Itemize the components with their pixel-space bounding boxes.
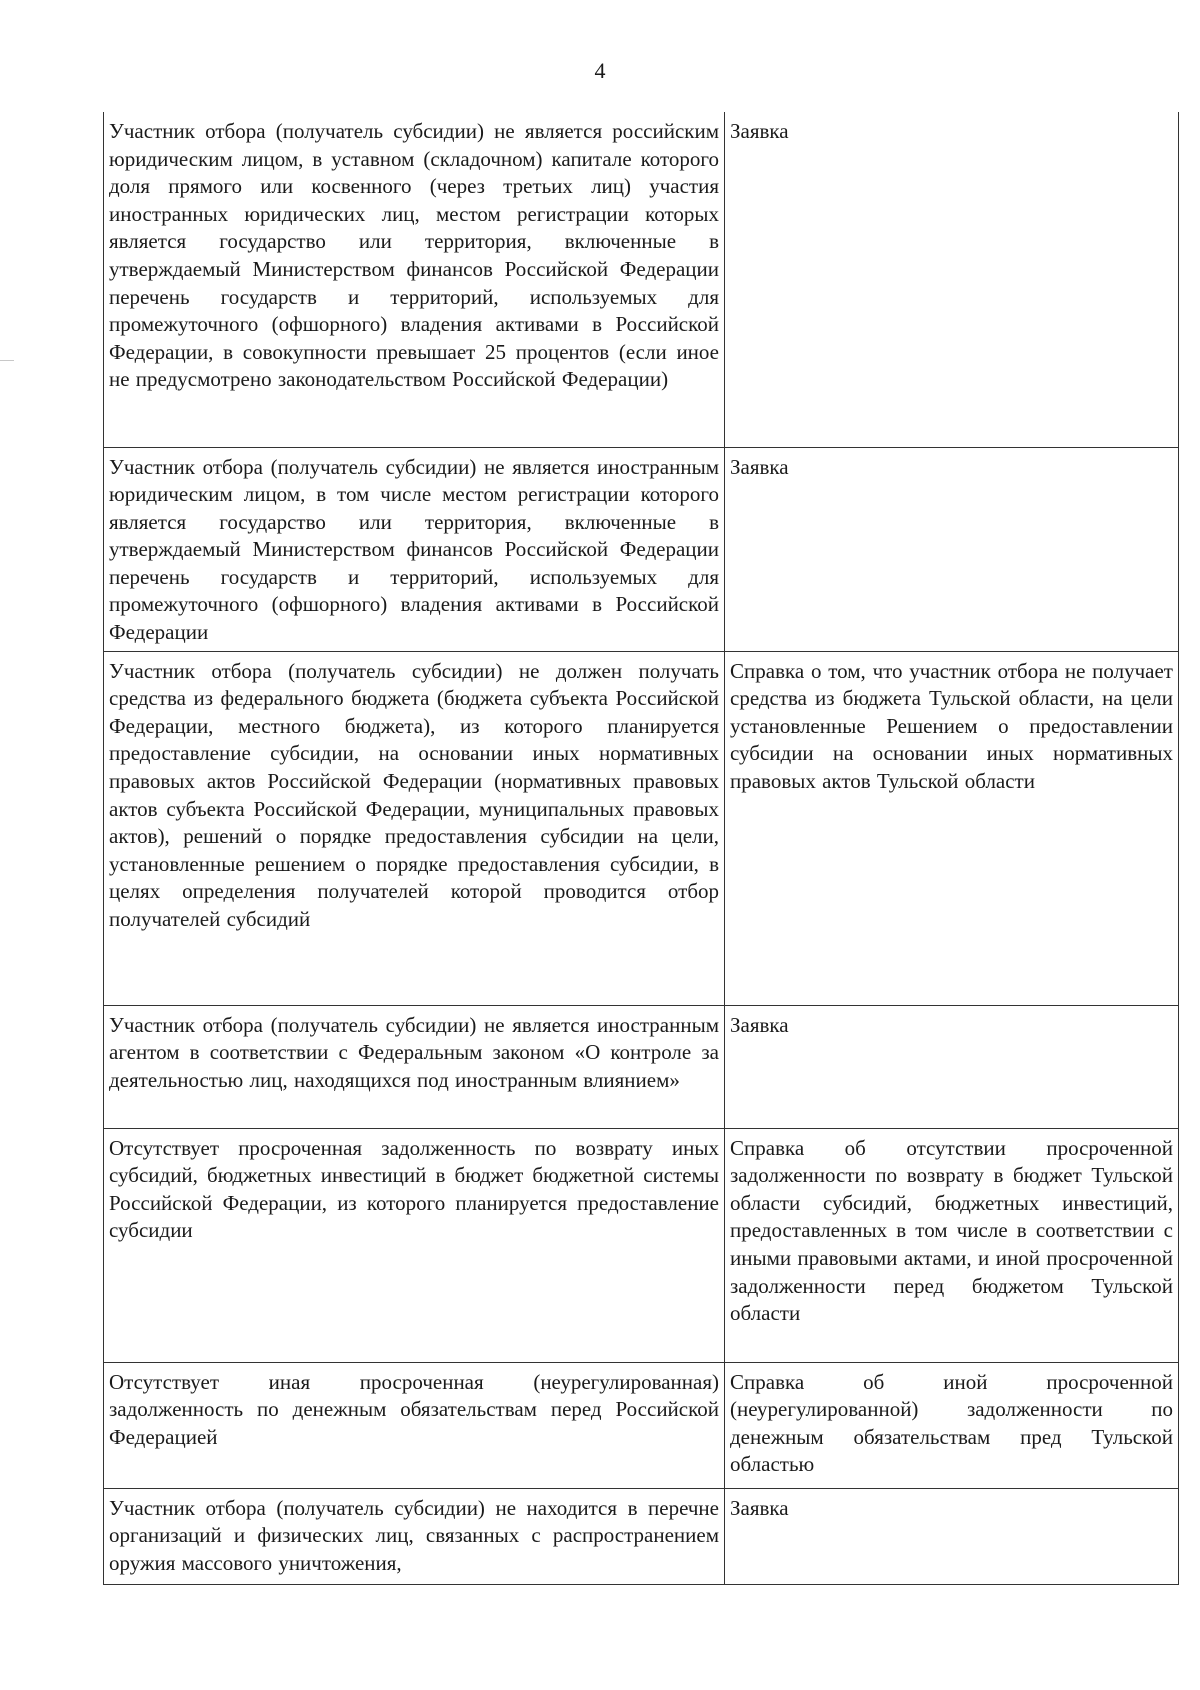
requirement-cell: Участник отбора (получатель субсидии) не является иностранным юридическим лицом, в том числе местом регистрации которого является государство или территория, включенные в утверждаемый Министерством финансов Российской Федерации перечень государств и территорий, используемых для промежуточного (офшорного) владения активами в Российской Федерации bbox=[104, 447, 725, 651]
document-cell: Справка об иной просроченной (неурегулированной) задолженности по денежным обязательствам пред Тульской областью bbox=[725, 1362, 1179, 1488]
table-row bbox=[104, 112, 1179, 447]
table-row bbox=[104, 1488, 1179, 1584]
requirement-cell: Отсутствует просроченная задолженность по возврату иных субсидий, бюджетных инвестиций в бюджет бюджетной системы Российской Федерации, из которого планируется предоставление субсидии bbox=[104, 1128, 725, 1362]
requirement-cell: Участник отбора (получатель субсидии) не находится в перечне организаций и физических лиц, связанных с распространением оружия массового уничтожения, bbox=[104, 1488, 725, 1584]
requirements-table bbox=[103, 112, 1179, 1585]
requirement-cell: Участник отбора (получатель субсидии) не должен получать средства из федерального бюджета (бюджета субъекта Российской Федерации, местного бюджета), из которого планируется предоставление субсидии, на основании иных нормативных правовых актов Российской Федерации (нормативных правовых актов субъекта Российской Федерации, муниципальных правовых актов), решений о порядке предоставления субсидии на цели, установленные решением о порядке предоставления субсидии, в целях определения получателей которой проводится отбор получателей субсидий bbox=[104, 651, 725, 1005]
document-cell: Справка о том, что участник отбора не получает средства из бюджета Тульской области, на цели установленные Решением о предоставлении субсидии на основании иных нормативных правовых актов Тульской области bbox=[725, 651, 1179, 1005]
table-row bbox=[104, 1362, 1179, 1488]
requirement-cell: Участник отбора (получатель субсидии) не является иностранным агентом в соответствии с Федеральным законом «О контроле за деятельностью лиц, находящихся под иностранным влиянием» bbox=[104, 1005, 725, 1128]
document-cell: Заявка bbox=[725, 447, 1179, 651]
page-number: 4 bbox=[594, 58, 606, 83]
table-row bbox=[104, 651, 1179, 1005]
document-cell: Заявка bbox=[725, 112, 1179, 447]
table-row bbox=[104, 1005, 1179, 1128]
requirement-cell: Отсутствует иная просроченная (неурегулированная) задолженность по денежным обязательствам перед Российской Федерацией bbox=[104, 1362, 725, 1488]
table-row bbox=[104, 1128, 1179, 1362]
requirement-cell: Участник отбора (получатель субсидии) не является российским юридическим лицом, в уставном (складочном) капитале которого доля прямого или косвенного (через третьих лиц) участия иностранных юридических лиц, местом регистрации которых является государство или территория, включенные в утверждаемый Министерством финансов Российской Федерации перечень государств и территорий, используемых для промежуточного (офшорного) владения активами в Российской Федерации, в совокупности превышает 25 процентов (если иное не предусмотрено законодательством Российской Федерации) bbox=[104, 112, 725, 447]
document-cell: Заявка bbox=[725, 1488, 1179, 1584]
document-cell: Заявка bbox=[725, 1005, 1179, 1128]
document-cell: Справка об отсутствии просроченной задолженности по возврату в бюджет Тульской области субсидий, бюджетных инвестиций, предоставленных в том числе в соответствии с иными правовыми актами, и иной просроченной задолженности перед бюджетом Тульской области bbox=[725, 1128, 1179, 1362]
table-row bbox=[104, 447, 1179, 651]
scan-margin-mark bbox=[0, 360, 14, 361]
